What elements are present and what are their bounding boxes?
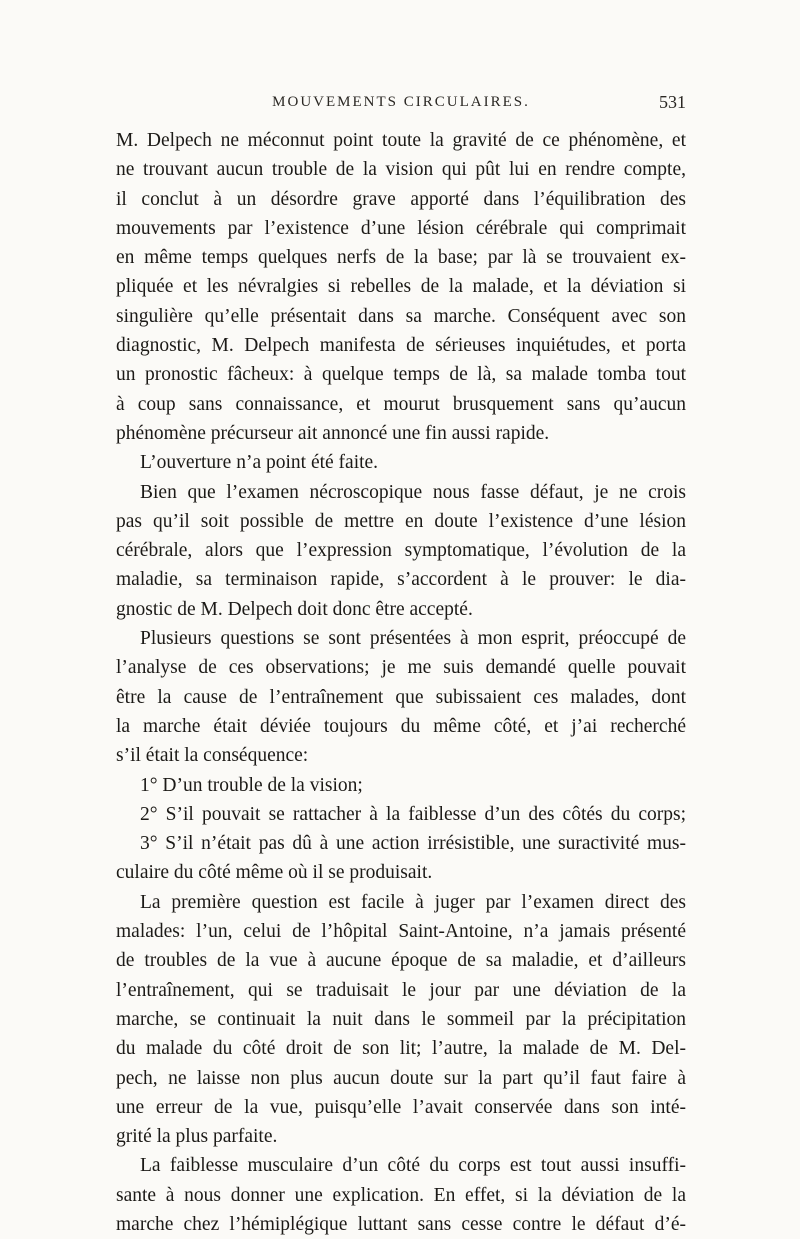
text-line: M. Delpech ne méconnut point toute la gravité de ce phénomène, et xyxy=(116,130,686,151)
text-line: La première question est facile à juger par l’examen direct des xyxy=(140,891,686,913)
page-header xyxy=(116,92,686,126)
page-number: 531 xyxy=(659,92,686,112)
text-line: culaire du côté même où il se produisait. xyxy=(116,862,433,884)
text-line: 2° S’il pouvait se rattacher à la faiblesse d’un des côtés du corps; xyxy=(140,803,686,825)
text-line: gnostic de M. Delpech doit donc être accepté. xyxy=(116,598,473,620)
text-line: marche chez l’hémiplégique luttant sans cesse contre le défaut d’é- xyxy=(116,1213,686,1235)
text-line: 1° D’un trouble de la vision; xyxy=(140,774,363,796)
text-line: La faiblesse musculaire d’un côté du corps est tout aussi insuffi- xyxy=(140,1155,686,1177)
text-line: une erreur de la vue, puisqu’elle l’avait conservée dans son inté- xyxy=(116,1096,686,1118)
text-line: sante à nous donner une explication. En effet, si la déviation de la xyxy=(116,1184,686,1206)
text-line: il conclut à un désordre grave apporté dans l’équilibration des xyxy=(116,188,686,210)
text-line: diagnostic, M. Delpech manifesta de sérieuses inquiétudes, et porta xyxy=(116,335,686,357)
text-line: cérébrale, alors que l’expression symptomatique, l’évolution de la xyxy=(116,540,686,562)
text-line: pas qu’il soit possible de mettre en doute l’existence d’une lésion xyxy=(116,510,686,532)
text-line: en même temps quelques nerfs de la base; par là se trouvaient ex- xyxy=(116,247,686,269)
text-line: Plusieurs questions se sont présentées à mon esprit, préoccupé de xyxy=(140,628,686,650)
text-line: L’ouverture n’a point été faite. xyxy=(140,452,379,474)
text-line: la marche était déviée toujours du même côté, et j’ai recherché xyxy=(116,715,686,737)
text-line: Bien que l’examen nécroscopique nous fasse défaut, je ne crois xyxy=(140,481,686,503)
text-line: à coup sans connaissance, et mourut brusquement sans qu’aucun xyxy=(116,393,686,415)
text-line: mouvements par l’existence d’une lésion cérébrale qui comprimait xyxy=(116,217,686,239)
running-title: MOUVEMENTS CIRCULAIRES. xyxy=(272,94,530,110)
text-line: phénomène précurseur ait annoncé une fin aussi rapide. xyxy=(116,422,550,444)
text-line: de troubles de la vue à aucune époque de sa maladie, et d’ailleurs xyxy=(116,950,686,972)
text-line: marche, se continuait la nuit dans le sommeil par la précipitation xyxy=(116,1008,686,1030)
book-page xyxy=(116,92,686,1239)
body-text xyxy=(116,126,686,1239)
text-line: un pronostic fâcheux: à quelque temps de là, sa malade tomba tout xyxy=(116,364,686,386)
text-line: pliquée et les névralgies si rebelles de la malade, et la déviation si xyxy=(116,276,686,298)
text-line: malades: l’un, celui de l’hôpital Saint-Antoine, n’a jamais présenté xyxy=(116,921,686,943)
text-line: singulière qu’elle présentait dans sa marche. Conséquent avec son xyxy=(116,305,686,327)
text-line: grité la plus parfaite. xyxy=(116,1126,278,1148)
text-line: ne trouvant aucun trouble de la vision qui pût lui en rendre compte, xyxy=(116,159,686,181)
text-line: du malade du côté droit de son lit; l’autre, la malade de M. Del- xyxy=(116,1038,686,1060)
text-line: être la cause de l’entraînement que subissaient ces malades, dont xyxy=(116,686,686,708)
text-line: pech, ne laisse non plus aucun doute sur la part qu’il faut faire à xyxy=(116,1067,686,1089)
text-line: maladie, sa terminaison rapide, s’accordent à le prouver: le dia- xyxy=(116,569,686,591)
text-line: l’analyse de ces observations; je me suis demandé quelle pouvait xyxy=(116,657,686,679)
text-line: s’il était la conséquence: xyxy=(116,745,309,767)
text-line: 3° S’il n’était pas dû à une action irrésistible, une suractivité mus- xyxy=(140,833,686,855)
text-line: l’entraînement, qui se traduisait le jour par une déviation de la xyxy=(116,979,686,1001)
